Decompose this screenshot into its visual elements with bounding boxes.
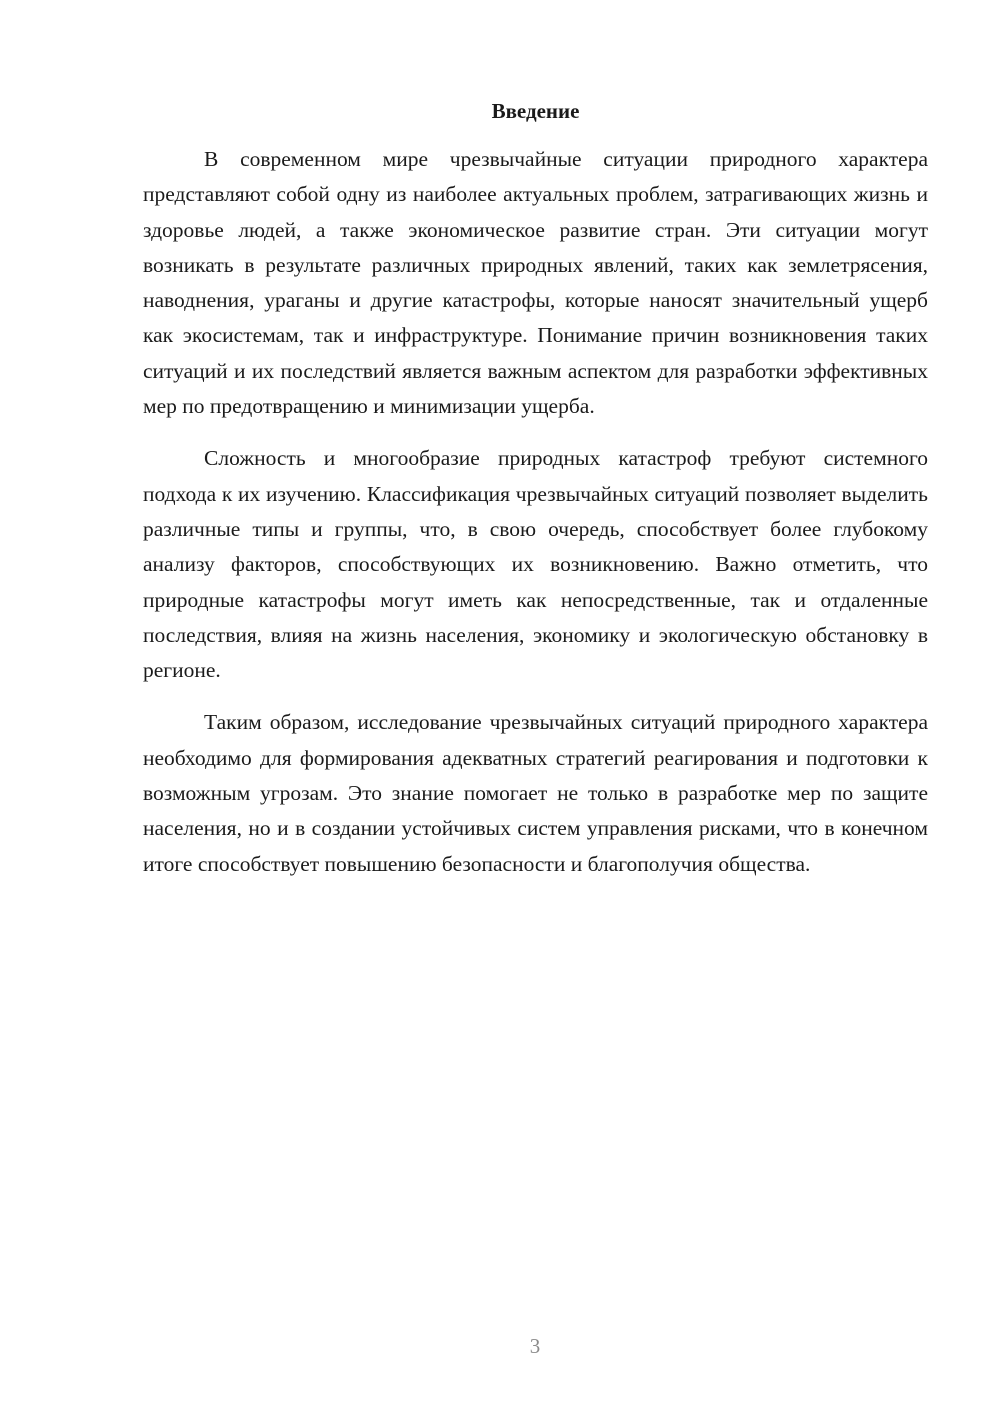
paragraph-3: Таким образом, исследование чрезвычайных ситуаций природного характера необходимо для формирования адекватных стратегий реагирования и подготовки к возможным угрозам. Это знание помогает не только в разработке мер по защите населения, но и в создании устойчивых систем управления рисками, что в конечном итоге способствует повышению безопасности и благополучия общества. — [143, 710, 928, 876]
paragraph-2: Сложность и многообразие природных катастроф требуют системного подхода к их изучению. Классификация чрезвычайных ситуаций позволяет выделить различные типы и группы, что, в свою очередь, способствует более глубокому анализу факторов, способствующих их возникновению. Важно отметить, что природные катастрофы могут иметь как непосредственные, так и отдаленные последствия, влияя на жизнь населения, экономику и экологическую обстановку в регионе. — [143, 446, 928, 683]
page-title: Введение — [491, 99, 580, 123]
paragraph-1: В современном мире чрезвычайные ситуации природного характера представляют собой одну из наиболее актуальных проблем, затрагивающих жизнь и здоровье людей, а также экономическое развитие стран. Эти ситуации могут возникать в результате различных природных явлений, таких как землетрясения, наводнения, ураганы и другие катастрофы, которые наносят значительный ущерб как экосистемам, так и инфраструктуре. Понимание причин возникновения таких ситуаций и их последствий является важным аспектом для разработки эффективных мер по предотвращению и минимизации ущерба. — [143, 147, 928, 419]
body-text — [143, 142, 928, 899]
page-number: 3 — [529, 1334, 541, 1358]
